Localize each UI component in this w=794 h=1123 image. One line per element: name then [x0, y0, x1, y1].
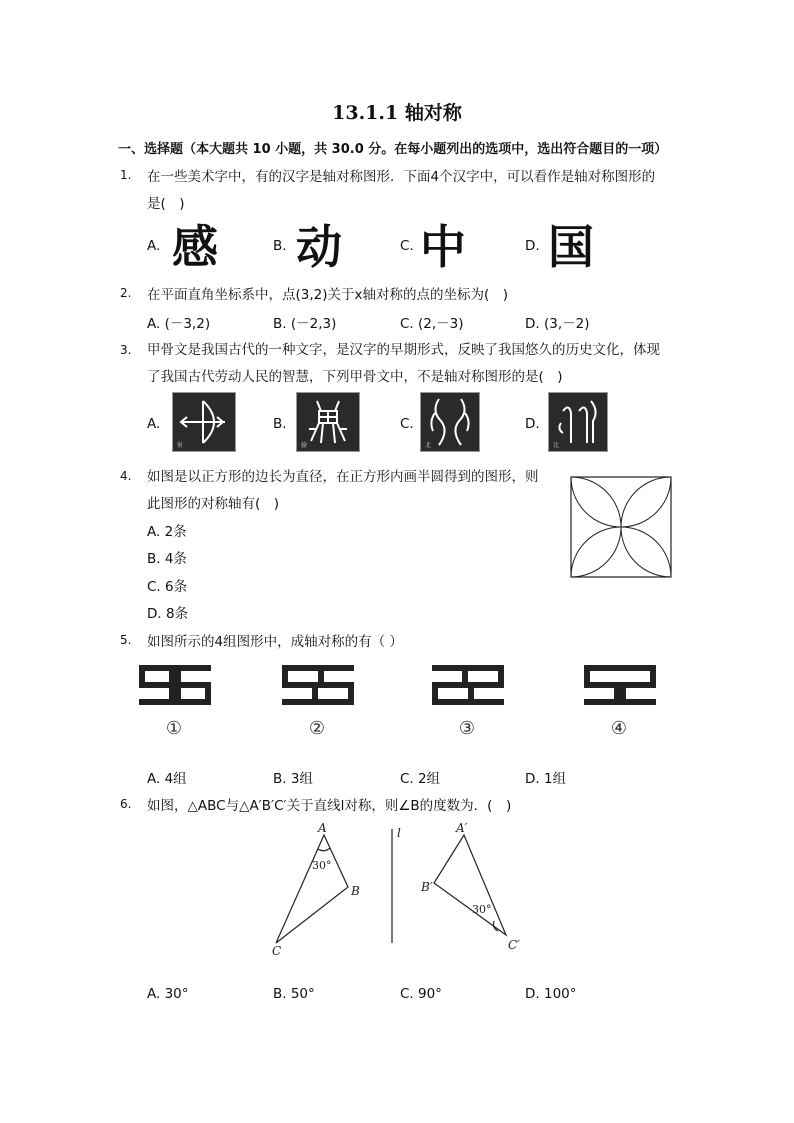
- q2-option-d: D. (3,－2): [525, 316, 590, 332]
- q4-text-line2: 此图形的对称轴有( ): [147, 496, 280, 512]
- q6-option-b: B. 50°: [273, 986, 315, 1002]
- q3-number: 3.: [120, 343, 132, 357]
- figure-label-3: ③: [458, 718, 476, 739]
- oracle-bone-compare-image: [548, 392, 608, 452]
- q4-number: 4.: [120, 469, 132, 483]
- q3-c-caption: 北: [425, 442, 432, 449]
- q3-option-d-letter: D.: [525, 416, 540, 432]
- q3-option-a-letter: A.: [147, 416, 161, 432]
- section-header: 一、选择题（本大题共 10 小题，共 30.0 分。在每小题列出的选项中，选出符合题目的一项）: [118, 142, 668, 157]
- label-b: B: [351, 884, 360, 898]
- q1-option-c-letter: C.: [400, 238, 414, 254]
- triangle-a2b2c2: [434, 835, 506, 935]
- q1-option-c-char: 中: [420, 220, 466, 274]
- q1-number: 1.: [120, 168, 132, 182]
- page-title: 13.1.1 轴对称: [332, 102, 462, 124]
- q1-text-line1: 在一些美术字中，有的汉字是轴对称图形．下面4个汉字中，可以看作是轴对称图形的: [147, 169, 656, 185]
- q3-option-c-letter: C.: [400, 416, 414, 432]
- label-c: C: [272, 944, 282, 958]
- q6-option-d: D. 100°: [525, 986, 577, 1002]
- q6-number: 6.: [120, 797, 132, 811]
- label-c-prime: C′: [508, 938, 520, 952]
- square-semicircles-figure: [570, 476, 672, 578]
- q3-text-line1: 甲骨文是我国古代的一种文字，是汉字的早期形式，反映了我国悠久的历史文化，体现: [147, 342, 660, 358]
- oracle-bone-cat-image: [296, 392, 360, 452]
- label-b-prime: B′: [421, 880, 433, 894]
- q3-d-caption: 比: [553, 442, 560, 449]
- q1-option-b-letter: B.: [273, 238, 287, 254]
- q5-option-d: D. 1组: [525, 771, 567, 787]
- figure-label-2: ②: [308, 718, 326, 739]
- q1-option-a-char: 感: [172, 220, 218, 274]
- q3-b-caption: 偷: [301, 442, 308, 449]
- q1-option-d-letter: D.: [525, 238, 540, 254]
- q5-option-b: B. 3组: [273, 771, 313, 787]
- figure-label-1: ①: [165, 718, 183, 739]
- q1-text-line2: 是( ): [147, 196, 185, 212]
- digit-figures: [130, 660, 690, 742]
- oracle-bone-archer-image: [172, 392, 236, 452]
- label-a-prime: A′: [456, 821, 468, 835]
- q1-option-b-char: 动: [296, 220, 342, 274]
- q4-option-c: C. 6条: [147, 579, 188, 595]
- q1-option-a-letter: A.: [147, 238, 161, 254]
- angle-c-prime-label: 30°: [472, 903, 492, 916]
- q1-option-d-char: 国: [548, 220, 594, 274]
- q6-option-a: A. 30°: [147, 986, 189, 1002]
- q2-number: 2.: [120, 286, 132, 300]
- q3-text-line2: 了我国古代劳动人民的智慧，下列甲骨文中，不是轴对称图形的是( ): [147, 369, 563, 385]
- q2-option-c: C. (2,－3): [400, 316, 464, 332]
- q4-option-d: D. 8条: [147, 606, 189, 622]
- q2-text: 在平面直角坐标系中，点(3,2)关于x轴对称的点的坐标为( ): [147, 287, 509, 303]
- q4-text-line1: 如图是以正方形的边长为直径，在正方形内画半圆得到的图形，则: [147, 469, 539, 485]
- q2-option-b: B. (－2,3): [273, 316, 337, 332]
- q4-option-a: A. 2条: [147, 524, 187, 540]
- label-a: A: [318, 821, 327, 835]
- label-l: l: [397, 826, 401, 840]
- angle-a-label: 30°: [312, 859, 332, 872]
- q5-option-a: A. 4组: [147, 771, 187, 787]
- q6-option-c: C. 90°: [400, 986, 442, 1002]
- q6-text: 如图，△ABC与△A′B′C′关于直线l对称，则∠B的度数为．( ): [147, 798, 512, 814]
- triangles-figure: [260, 815, 550, 965]
- figure-label-4: ④: [610, 718, 628, 739]
- q5-number: 5.: [120, 633, 132, 647]
- q5-option-c: C. 2组: [400, 771, 441, 787]
- triangle-abc: [276, 835, 348, 943]
- oracle-bone-north-image: [420, 392, 480, 452]
- q3-option-b-letter: B.: [273, 416, 287, 432]
- q2-option-a: A. (－3,2): [147, 316, 211, 332]
- q3-a-caption: 射: [177, 442, 184, 449]
- q5-text: 如图所示的4组图形中，成轴对称的有（ ）: [147, 634, 403, 650]
- q4-option-b: B. 4条: [147, 551, 187, 567]
